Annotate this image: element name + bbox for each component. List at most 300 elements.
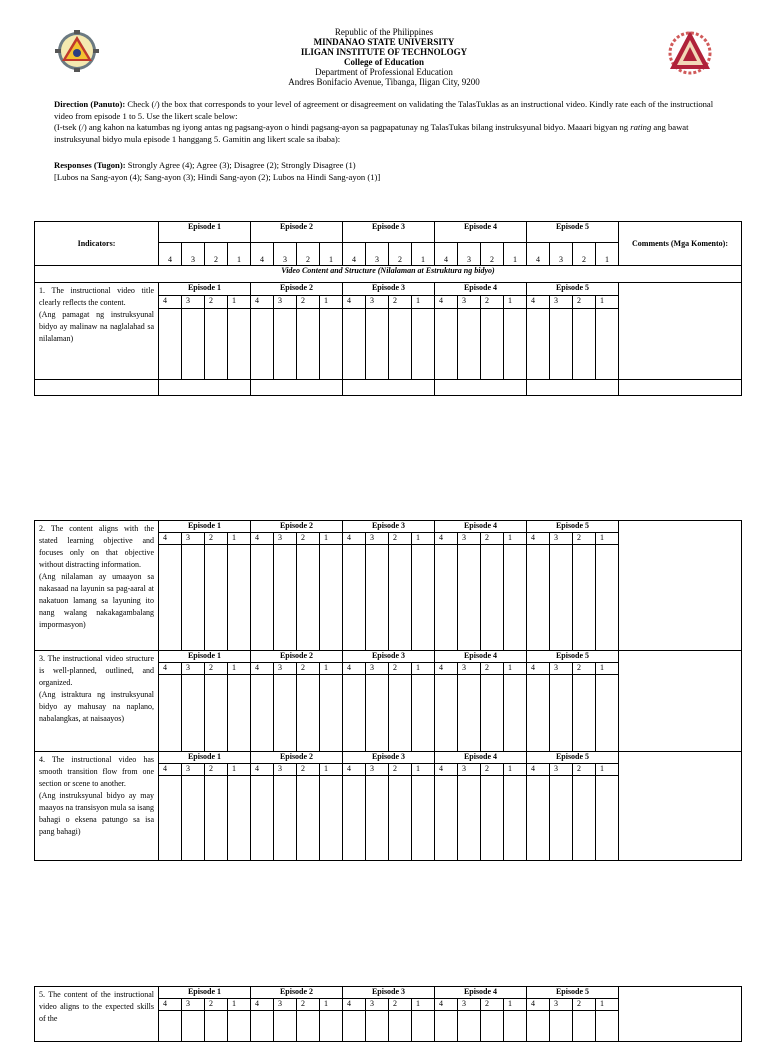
rating-checkbox-cell[interactable] xyxy=(435,545,458,651)
rating-checkbox-cell[interactable] xyxy=(389,776,412,861)
scale-label: 4 xyxy=(159,764,182,776)
rating-checkbox-cell[interactable] xyxy=(504,675,527,752)
episode-header: Episode 5 xyxy=(527,752,619,764)
rating-checkbox-cell[interactable] xyxy=(596,1011,619,1042)
scale-label: 4 xyxy=(435,533,458,545)
responses-paragraph xyxy=(54,160,714,183)
rating-checkbox-cell[interactable] xyxy=(182,545,205,651)
rating-checkbox-cell[interactable] xyxy=(504,776,527,861)
indicator-cell xyxy=(35,283,159,380)
direction-paragraph xyxy=(54,99,714,145)
scale-label: 3 xyxy=(550,243,573,266)
scale-label: 1 xyxy=(504,533,527,545)
scale-label: 1 xyxy=(228,243,251,266)
episode-header: Episode 2 xyxy=(251,521,343,533)
scale-label: 3 xyxy=(274,533,297,545)
rating-checkbox-cell[interactable] xyxy=(205,309,228,380)
rating-checkbox-cell[interactable] xyxy=(435,675,458,752)
rating-checkbox-cell[interactable] xyxy=(320,545,343,651)
rating-table-page-1 xyxy=(34,221,742,396)
episode-header: Episode 1 xyxy=(159,283,251,296)
rating-checkbox-cell[interactable] xyxy=(550,1011,573,1042)
rating-checkbox-cell[interactable] xyxy=(389,1011,412,1042)
indicator-text-english: 5. The content of the instructional video aligns to the expected skills of the xyxy=(39,990,154,1023)
rating-checkbox-cell[interactable] xyxy=(573,675,596,752)
indicator-cell xyxy=(35,651,159,752)
rating-checkbox-cell[interactable] xyxy=(366,545,389,651)
indicator-text-english: 2. The content aligns with the stated learning objective and focuses only on that objective without distracting information. xyxy=(39,524,154,569)
scale-label: 3 xyxy=(550,663,573,675)
blank-cell xyxy=(159,380,251,396)
comment-cell[interactable] xyxy=(619,283,742,380)
rating-checkbox-cell[interactable] xyxy=(527,776,550,861)
scale-label: 4 xyxy=(435,243,458,266)
rating-checkbox-cell[interactable] xyxy=(389,545,412,651)
direction-filipino-b: ang bawat instruksyunal bidyo mula episode 1 hanggang 5. Gamitin ang likert scale sa ibaba): xyxy=(54,122,689,144)
rating-checkbox-cell[interactable] xyxy=(504,309,527,380)
rating-checkbox-cell[interactable] xyxy=(274,545,297,651)
episode-header: Episode 2 xyxy=(251,987,343,999)
scale-label: 3 xyxy=(366,764,389,776)
rating-checkbox-cell[interactable] xyxy=(251,776,274,861)
scale-label: 3 xyxy=(550,764,573,776)
scale-label: 1 xyxy=(596,243,619,266)
direction-text: Check (/) the box that corresponds to your level of agreement or disagreement on validating the TalasTuklas as an instructional video. Kindly rate each of the instructional video from episode 1 to 5. Use the likert scale below: xyxy=(54,99,714,121)
episode-header: Episode 2 xyxy=(251,222,343,243)
scale-label: 1 xyxy=(320,533,343,545)
indicator-text-filipino: (Ang nilalaman ay umaayon sa nakasaad na layunin sa pag-aaral at nakatuon lamang sa layuning ito nang walang nakakagambalang impormasyon) xyxy=(39,572,154,629)
rating-checkbox-cell[interactable] xyxy=(343,309,366,380)
rating-checkbox-cell[interactable] xyxy=(366,675,389,752)
rating-checkbox-cell[interactable] xyxy=(343,776,366,861)
scale-label: 2 xyxy=(297,296,320,309)
direction-filipino-a: (I-tsek (/) ang kahon na katumbas ng iyong antas ng pagsang-ayon o hindi pagsang-ayon sa pagpapatunay ng TalasTukas bilang instruksyunal bidyo. Maaari bigyan ng xyxy=(54,122,631,132)
rating-checkbox-cell[interactable] xyxy=(573,776,596,861)
scale-label: 2 xyxy=(573,533,596,545)
scale-label: 1 xyxy=(596,764,619,776)
scale-label: 1 xyxy=(412,663,435,675)
rating-checkbox-cell[interactable] xyxy=(481,309,504,380)
rating-checkbox-cell[interactable] xyxy=(159,1011,182,1042)
scale-label: 2 xyxy=(389,533,412,545)
scale-label: 3 xyxy=(458,764,481,776)
scale-label: 3 xyxy=(182,999,205,1011)
scale-label: 4 xyxy=(251,296,274,309)
rating-table-page-2 xyxy=(34,520,742,861)
blank-cell xyxy=(35,380,159,396)
rating-checkbox-cell[interactable] xyxy=(366,776,389,861)
scale-label: 4 xyxy=(251,764,274,776)
scale-label: 2 xyxy=(389,663,412,675)
indicator-text-filipino: (Ang istraktura ng instruksyunal bidyo ay mahusay na naplano, nabalangkas, at naisaayos) xyxy=(39,690,154,723)
scale-label: 1 xyxy=(504,243,527,266)
rating-checkbox-cell[interactable] xyxy=(573,545,596,651)
rating-checkbox-cell[interactable] xyxy=(205,776,228,861)
rating-checkbox-cell[interactable] xyxy=(458,545,481,651)
indicator-text-english: 4. The instructional video has smooth transition flow from one section or scene to another. xyxy=(39,755,154,788)
rating-checkbox-cell[interactable] xyxy=(435,1011,458,1042)
scale-label: 2 xyxy=(205,764,228,776)
rating-checkbox-cell[interactable] xyxy=(297,545,320,651)
scale-label: 3 xyxy=(458,999,481,1011)
scale-label: 3 xyxy=(550,999,573,1011)
scale-label: 3 xyxy=(182,243,205,266)
scale-label: 1 xyxy=(228,296,251,309)
blank-cell xyxy=(435,380,527,396)
scale-label: 1 xyxy=(504,663,527,675)
rating-checkbox-cell[interactable] xyxy=(205,545,228,651)
scale-label: 1 xyxy=(596,533,619,545)
scale-label: 4 xyxy=(343,296,366,309)
rating-checkbox-cell[interactable] xyxy=(389,309,412,380)
scale-label: 4 xyxy=(435,764,458,776)
scale-label: 4 xyxy=(343,999,366,1011)
scale-label: 3 xyxy=(366,533,389,545)
scale-label: 1 xyxy=(228,999,251,1011)
rating-checkbox-cell[interactable] xyxy=(320,675,343,752)
rating-checkbox-cell[interactable] xyxy=(481,776,504,861)
scale-label: 1 xyxy=(412,999,435,1011)
rating-checkbox-cell[interactable] xyxy=(297,309,320,380)
scale-label: 2 xyxy=(297,243,320,266)
rating-checkbox-cell[interactable] xyxy=(251,545,274,651)
scale-label: 4 xyxy=(527,243,550,266)
scale-label: 3 xyxy=(550,296,573,309)
rating-checkbox-cell[interactable] xyxy=(527,675,550,752)
blank-cell xyxy=(251,380,343,396)
episode-header: Episode 4 xyxy=(435,651,527,663)
episode-header: Episode 1 xyxy=(159,752,251,764)
comments-header: Comments (Mga Komento): xyxy=(619,222,742,266)
episode-header: Episode 4 xyxy=(435,752,527,764)
episode-header: Episode 1 xyxy=(159,521,251,533)
scale-label: 1 xyxy=(412,243,435,266)
scale-label: 2 xyxy=(573,663,596,675)
scale-label: 2 xyxy=(389,999,412,1011)
indicator-text-english: 3. The instructional video structure is well-planned, outlined, and organized. xyxy=(39,654,154,687)
comment-cell[interactable] xyxy=(619,987,742,1042)
rating-checkbox-cell[interactable] xyxy=(274,1011,297,1042)
scale-label: 4 xyxy=(343,663,366,675)
rating-checkbox-cell[interactable] xyxy=(412,545,435,651)
scale-label: 1 xyxy=(320,999,343,1011)
scale-label: 3 xyxy=(366,243,389,266)
scale-label: 2 xyxy=(205,663,228,675)
comment-cell[interactable] xyxy=(619,752,742,861)
rating-checkbox-cell[interactable] xyxy=(205,1011,228,1042)
episode-header: Episode 4 xyxy=(435,222,527,243)
scale-label: 3 xyxy=(458,296,481,309)
rating-checkbox-cell[interactable] xyxy=(159,545,182,651)
scale-label: 2 xyxy=(481,296,504,309)
scale-label: 4 xyxy=(435,999,458,1011)
rating-checkbox-cell[interactable] xyxy=(481,1011,504,1042)
scale-label: 2 xyxy=(297,999,320,1011)
rating-checkbox-cell[interactable] xyxy=(228,776,251,861)
rating-checkbox-cell[interactable] xyxy=(366,309,389,380)
scale-label: 4 xyxy=(159,999,182,1011)
rating-checkbox-cell[interactable] xyxy=(274,675,297,752)
episode-header: Episode 2 xyxy=(251,752,343,764)
episode-header: Episode 4 xyxy=(435,521,527,533)
rating-checkbox-cell[interactable] xyxy=(458,675,481,752)
episode-header: Episode 4 xyxy=(435,283,527,296)
scale-label: 2 xyxy=(389,296,412,309)
scale-label: 4 xyxy=(343,243,366,266)
episode-header: Episode 4 xyxy=(435,987,527,999)
rating-checkbox-cell[interactable] xyxy=(458,776,481,861)
scale-label: 1 xyxy=(596,296,619,309)
scale-label: 3 xyxy=(274,764,297,776)
blank-cell xyxy=(527,380,619,396)
scale-label: 4 xyxy=(527,663,550,675)
episode-header: Episode 3 xyxy=(343,651,435,663)
scale-label: 2 xyxy=(389,764,412,776)
blank-cell xyxy=(619,380,742,396)
episode-header: Episode 2 xyxy=(251,651,343,663)
scale-label: 1 xyxy=(228,533,251,545)
scale-label: 4 xyxy=(527,764,550,776)
scale-label: 2 xyxy=(205,533,228,545)
scale-label: 1 xyxy=(504,296,527,309)
rating-checkbox-cell[interactable] xyxy=(182,1011,205,1042)
scale-label: 1 xyxy=(320,243,343,266)
scale-label: 2 xyxy=(297,764,320,776)
scale-label: 2 xyxy=(481,663,504,675)
rating-checkbox-cell[interactable] xyxy=(412,1011,435,1042)
header-line-address: Andres Bonifacio Avenue, Tibanga, Iligan City, 9200 xyxy=(288,77,480,87)
episode-header: Episode 5 xyxy=(527,521,619,533)
rating-checkbox-cell[interactable] xyxy=(435,776,458,861)
episode-header: Episode 5 xyxy=(527,651,619,663)
scale-label: 3 xyxy=(458,243,481,266)
rating-checkbox-cell[interactable] xyxy=(458,309,481,380)
scale-label: 2 xyxy=(481,999,504,1011)
episode-header: Episode 5 xyxy=(527,222,619,243)
rating-checkbox-cell[interactable] xyxy=(596,545,619,651)
scale-label: 1 xyxy=(228,764,251,776)
scale-label: 3 xyxy=(274,296,297,309)
rating-checkbox-cell[interactable] xyxy=(228,675,251,752)
scale-label: 2 xyxy=(297,533,320,545)
rating-checkbox-cell[interactable] xyxy=(228,309,251,380)
rating-checkbox-cell[interactable] xyxy=(412,309,435,380)
scale-label: 4 xyxy=(159,533,182,545)
episode-header: Episode 3 xyxy=(343,521,435,533)
scale-label: 3 xyxy=(182,296,205,309)
indicator-row xyxy=(35,521,742,533)
scale-label: 2 xyxy=(573,764,596,776)
scale-label: 1 xyxy=(504,764,527,776)
scale-label: 4 xyxy=(343,764,366,776)
rating-checkbox-cell[interactable] xyxy=(504,1011,527,1042)
direction-label: Direction (Panuto): xyxy=(54,99,126,109)
scale-label: 3 xyxy=(366,999,389,1011)
indicator-text-english: 1. The instructional video title clearly reflects the content. xyxy=(39,286,154,307)
rating-checkbox-cell[interactable] xyxy=(412,776,435,861)
indicator-row xyxy=(35,987,742,999)
rating-checkbox-cell[interactable] xyxy=(320,1011,343,1042)
rating-checkbox-cell[interactable] xyxy=(504,545,527,651)
indicator-cell xyxy=(35,752,159,861)
header-line-department: Department of Professional Education xyxy=(315,67,453,77)
scale-label: 2 xyxy=(481,764,504,776)
scale-label: 4 xyxy=(527,533,550,545)
responses-text: Strongly Agree (4); Agree (3); Disagree (2); Strongly Disagree (1) xyxy=(125,160,356,170)
rating-checkbox-cell[interactable] xyxy=(182,309,205,380)
header-line-institute: ILIGAN INSTITUTE OF TECHNOLOGY xyxy=(300,47,468,57)
scale-label: 2 xyxy=(389,243,412,266)
episode-header: Episode 5 xyxy=(527,987,619,999)
scale-label: 4 xyxy=(251,243,274,266)
rating-checkbox-cell[interactable] xyxy=(251,309,274,380)
scale-label: 4 xyxy=(159,296,182,309)
header-line-republic: Republic of the Philippines xyxy=(334,27,434,37)
rating-checkbox-cell[interactable] xyxy=(297,776,320,861)
scale-label: 1 xyxy=(596,663,619,675)
scale-label: 3 xyxy=(458,533,481,545)
rating-checkbox-cell[interactable] xyxy=(343,1011,366,1042)
rating-checkbox-cell[interactable] xyxy=(297,1011,320,1042)
rating-checkbox-cell[interactable] xyxy=(366,1011,389,1042)
scale-label: 4 xyxy=(527,999,550,1011)
header-line-university: MINDANAO STATE UNIVERSITY xyxy=(313,37,455,47)
rating-checkbox-cell[interactable] xyxy=(527,545,550,651)
episode-header: Episode 1 xyxy=(159,222,251,243)
comment-cell[interactable] xyxy=(619,521,742,651)
scale-label: 3 xyxy=(458,663,481,675)
rating-checkbox-cell[interactable] xyxy=(251,675,274,752)
direction-filipino-rating: rating xyxy=(630,122,652,132)
scale-label: 2 xyxy=(573,243,596,266)
scale-label: 1 xyxy=(320,663,343,675)
rating-checkbox-cell[interactable] xyxy=(159,309,182,380)
episode-header: Episode 2 xyxy=(251,283,343,296)
blank-cell xyxy=(343,380,435,396)
rating-checkbox-cell[interactable] xyxy=(343,545,366,651)
scale-label: 4 xyxy=(527,296,550,309)
section-title: Video Content and Structure (Nilalaman at Estruktura ng bidyo) xyxy=(35,266,742,283)
scale-label: 3 xyxy=(274,243,297,266)
episode-header: Episode 1 xyxy=(159,987,251,999)
scale-label: 4 xyxy=(251,533,274,545)
scale-label: 2 xyxy=(205,243,228,266)
indicator-text-filipino: (Ang pamagat ng instruksyunal bidyo ay malinaw na naglalahad sa nilalaman) xyxy=(39,310,154,343)
scale-label: 4 xyxy=(251,663,274,675)
scale-label: 4 xyxy=(435,296,458,309)
scale-label: 2 xyxy=(297,663,320,675)
scale-label: 1 xyxy=(228,663,251,675)
indicator-cell xyxy=(35,987,159,1042)
scale-label: 3 xyxy=(366,296,389,309)
scale-label: 1 xyxy=(412,533,435,545)
rating-checkbox-cell[interactable] xyxy=(596,309,619,380)
indicator-row xyxy=(35,283,742,296)
rating-checkbox-cell[interactable] xyxy=(573,309,596,380)
indicator-cell xyxy=(35,521,159,651)
episode-header: Episode 3 xyxy=(343,987,435,999)
rating-checkbox-cell[interactable] xyxy=(274,309,297,380)
rating-checkbox-cell[interactable] xyxy=(596,776,619,861)
scale-label: 1 xyxy=(320,764,343,776)
episode-header: Episode 5 xyxy=(527,283,619,296)
rating-checkbox-cell[interactable] xyxy=(458,1011,481,1042)
scale-label: 2 xyxy=(205,999,228,1011)
rating-checkbox-cell[interactable] xyxy=(527,309,550,380)
scale-label: 4 xyxy=(159,663,182,675)
scale-label: 2 xyxy=(205,296,228,309)
rating-checkbox-cell[interactable] xyxy=(550,675,573,752)
responses-label: Responses (Tugon): xyxy=(54,160,126,170)
rating-checkbox-cell[interactable] xyxy=(527,1011,550,1042)
rating-checkbox-cell[interactable] xyxy=(159,776,182,861)
rating-checkbox-cell[interactable] xyxy=(182,776,205,861)
rating-checkbox-cell[interactable] xyxy=(481,675,504,752)
scale-label: 4 xyxy=(159,243,182,266)
scale-label: 1 xyxy=(412,764,435,776)
scale-label: 4 xyxy=(435,663,458,675)
header-line-college: College of Education xyxy=(344,57,424,67)
rating-checkbox-cell[interactable] xyxy=(205,675,228,752)
rating-checkbox-cell[interactable] xyxy=(320,776,343,861)
rating-checkbox-cell[interactable] xyxy=(481,545,504,651)
scale-label: 3 xyxy=(274,663,297,675)
rating-checkbox-cell[interactable] xyxy=(573,1011,596,1042)
scale-label: 3 xyxy=(366,663,389,675)
rating-checkbox-cell[interactable] xyxy=(435,309,458,380)
rating-checkbox-cell[interactable] xyxy=(251,1011,274,1042)
rating-checkbox-cell[interactable] xyxy=(550,309,573,380)
episode-header: Episode 3 xyxy=(343,752,435,764)
indicator-row xyxy=(35,752,742,764)
scale-label: 1 xyxy=(596,999,619,1011)
scale-label: 2 xyxy=(481,533,504,545)
scale-label: 3 xyxy=(182,533,205,545)
scale-label: 3 xyxy=(182,663,205,675)
rating-checkbox-cell[interactable] xyxy=(550,545,573,651)
letterhead xyxy=(0,27,768,87)
scale-label: 3 xyxy=(182,764,205,776)
episode-header: Episode 3 xyxy=(343,283,435,296)
indicator-row xyxy=(35,651,742,663)
scale-label: 2 xyxy=(481,243,504,266)
rating-checkbox-cell[interactable] xyxy=(297,675,320,752)
responses-filipino: [Lubos na Sang-ayon (4); Sang-ayon (3); Hindi Sang-ayon (2); Lubos na Hindi Sang-ayon (1)] xyxy=(54,171,381,182)
rating-checkbox-cell[interactable] xyxy=(274,776,297,861)
scale-label: 4 xyxy=(251,999,274,1011)
rating-checkbox-cell[interactable] xyxy=(550,776,573,861)
comment-cell[interactable] xyxy=(619,651,742,752)
scale-label: 4 xyxy=(343,533,366,545)
rating-checkbox-cell[interactable] xyxy=(343,675,366,752)
rating-checkbox-cell[interactable] xyxy=(228,1011,251,1042)
rating-checkbox-cell[interactable] xyxy=(412,675,435,752)
scale-label: 3 xyxy=(550,533,573,545)
scale-label: 1 xyxy=(504,999,527,1011)
rating-checkbox-cell[interactable] xyxy=(320,309,343,380)
episode-header: Episode 3 xyxy=(343,222,435,243)
rating-checkbox-cell[interactable] xyxy=(159,675,182,752)
scale-label: 1 xyxy=(320,296,343,309)
episode-header: Episode 1 xyxy=(159,651,251,663)
rating-table-page-3 xyxy=(34,986,742,1042)
indicators-header: Indicators: xyxy=(35,222,159,266)
scale-label: 1 xyxy=(412,296,435,309)
rating-checkbox-cell[interactable] xyxy=(389,675,412,752)
rating-checkbox-cell[interactable] xyxy=(228,545,251,651)
rating-checkbox-cell[interactable] xyxy=(596,675,619,752)
rating-checkbox-cell[interactable] xyxy=(182,675,205,752)
